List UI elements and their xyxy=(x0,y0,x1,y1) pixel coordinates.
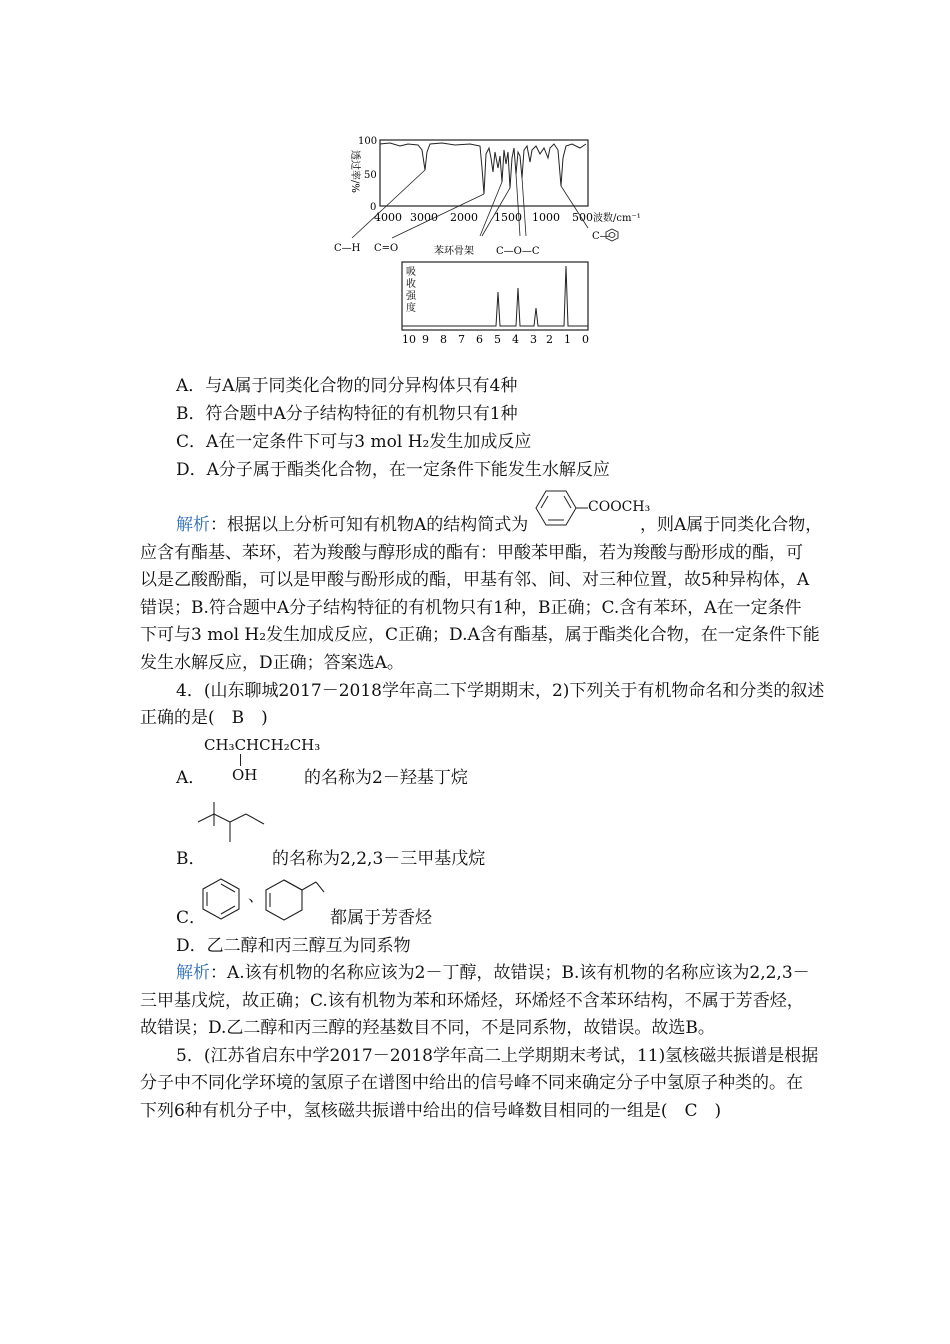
ir-label-c-phenyl: C— xyxy=(592,231,610,242)
q3-analysis-text-1b: ，则A属于同类化合物， xyxy=(640,515,823,535)
nmr-xtick-9: 9 xyxy=(422,333,429,346)
q4-stem-line-2: 正确的是( B ) xyxy=(140,708,268,728)
nmr-xtick-7: 7 xyxy=(458,333,465,346)
ir-plot-frame xyxy=(380,140,588,206)
ir-y-label: 透过率/% xyxy=(349,150,360,193)
q4-option-c-text: 都属于芳香烃 xyxy=(330,908,432,928)
nmr-xtick-2: 2 xyxy=(546,333,553,346)
q4-c-separator: 、 xyxy=(248,886,265,905)
nmr-xtick-5: 5 xyxy=(494,333,501,346)
q5-stem-line-3: 下列6种有机分子中，氢核磁共振谱中给出的信号峰数目相同的一组是( C ) xyxy=(140,1101,722,1121)
q3-analysis-line-4: 错误；B.符合题中A分子结构特征的有机物只有1种，B正确；C.含有苯环，A在一定条件 xyxy=(140,598,802,618)
ir-xtick-500: 500 xyxy=(572,211,593,224)
nmr-spectrum-trace xyxy=(402,266,588,326)
ir-annotation-lines xyxy=(352,170,588,238)
ir-ytick-0: 0 xyxy=(370,202,377,213)
nmr-xtick-6: 6 xyxy=(476,333,483,346)
q4-option-b-text: 的名称为2,2,3－三甲基戊烷 xyxy=(272,849,486,869)
ir-x-unit: 波数/cm⁻¹ xyxy=(593,213,641,224)
q3-analysis-line-6: 发生水解反应，D正确；答案选A。 xyxy=(140,653,404,673)
q5-stem-line-2: 分子中不同化学环境的氢原子在谱图中给出的信号峰不同来确定分子中氢原子种类的。在 xyxy=(140,1073,803,1093)
q3-option-b: B．符合题中A分子结构特征的有机物只有1种 xyxy=(176,404,518,424)
q4-option-a-text: 的名称为2－羟基丁烷 xyxy=(304,768,468,788)
q4-c-cycloalkene-structure xyxy=(258,872,330,924)
q3-option-c: C．A在一定条件下可与3 mol H₂发生加成反应 xyxy=(176,432,532,452)
q4-option-c-label: C． xyxy=(176,908,207,928)
ir-xtick-1000: 1000 xyxy=(532,211,560,224)
ir-spectrum-trace xyxy=(380,143,586,194)
q3-analysis-line-3: 以是乙酸酚酯，可以是甲酸与酚形成的酯，甲基有邻、间、对三种位置，故5种异构体，A xyxy=(140,570,810,590)
nmr-xtick-0: 0 xyxy=(582,333,589,346)
q4-analysis-line-2: 三甲基戊烷，故正确；C.该有机物为苯和环烯烃，环烯烃不含苯环结构，不属于芳香烃， xyxy=(140,991,804,1011)
q4-option-b-label: B． xyxy=(176,849,206,869)
ir-label-coc: C—O—C xyxy=(496,246,540,257)
ir-label-benzene-skeleton: 苯环骨架 xyxy=(434,246,474,257)
q4-b-skeletal-structure xyxy=(194,802,274,854)
q3-analysis-line-1a xyxy=(176,513,528,537)
q4-analysis-text-1: ：A.该有机物的名称应该为2－丁醇，故错误；B.该有机物的名称应该为2,2,3－ xyxy=(210,963,810,983)
nmr-xtick-4: 4 xyxy=(512,333,519,346)
q3-analysis-line-2: 应含有酯基、苯环，若为羧酸与醇形成的酯有：甲酸苯甲酯，若为羧酸与酚形成的酯，可 xyxy=(140,543,803,563)
nmr-ylabel-3: 强 xyxy=(406,291,416,302)
q3-analysis-line-5: 下可与3 mol H₂发生加成反应，C正确；D.A含有酯基，属于酯类化合物，在一定条件下能 xyxy=(140,625,820,645)
nmr-plot-frame xyxy=(402,262,588,330)
q3-analysis-text-1a: ：根据以上分析可知有机物A的结构简式为 xyxy=(210,515,529,535)
ir-xtick-2000: 2000 xyxy=(450,211,478,224)
q4-option-a-label: A． xyxy=(176,768,206,788)
q4-a-structure-top: CH₃CHCH₂CH₃ xyxy=(204,736,321,754)
nmr-xtick-1: 1 xyxy=(564,333,571,346)
ir-label-co: C=O xyxy=(374,243,399,254)
q4-option-d: D．乙二醇和丙三醇互为同系物 xyxy=(176,936,411,956)
ir-ytick-100: 100 xyxy=(358,136,378,147)
nmr-ylabel-1: 吸 xyxy=(406,267,416,278)
q5-stem-line-1: 5．(江苏省启东中学2017－2018学年高二上学期期末考试，11)氢核磁共振谱是根据 xyxy=(176,1046,819,1066)
nmr-xtick-10: 10 xyxy=(402,333,416,346)
q4-analysis-line-1 xyxy=(176,961,810,985)
nmr-xtick-8: 8 xyxy=(440,333,447,346)
q4-stem-line-1: 4．(山东聊城2017－2018学年高二下学期期末，2)下列关于有机物命名和分类的叙述 xyxy=(176,681,825,701)
analysis-label: 解析 xyxy=(176,515,210,535)
methyl-ester-group-text: COOCH₃ xyxy=(588,499,651,515)
q4-a-structure-oh: OH xyxy=(232,766,258,784)
q4-analysis-line-3: 故错误；D.乙二醇和丙三醇的羟基数目不同，不是同系物，故错误。故选B。 xyxy=(140,1018,715,1038)
analysis-label: 解析 xyxy=(176,963,210,983)
q3-option-a: A．与A属于同类化合物的同分异构体只有4种 xyxy=(176,376,518,396)
ir-xtick-3000: 3000 xyxy=(410,211,438,224)
q3-option-d: D．A分子属于酯类化合物，在一定条件下能发生水解反应 xyxy=(176,460,610,480)
ir-xtick-4000: 4000 xyxy=(374,211,402,224)
ir-xtick-1500: 1500 xyxy=(494,211,522,224)
nmr-ylabel-4: 度 xyxy=(406,303,416,314)
nmr-xtick-3: 3 xyxy=(530,333,537,346)
ir-ytick-50: 50 xyxy=(364,170,377,181)
nmr-x-ticks xyxy=(402,333,589,346)
ir-label-ch: C—H xyxy=(334,243,361,254)
nmr-ylabel-2: 收 xyxy=(406,279,416,290)
spectra-figure xyxy=(330,128,641,350)
